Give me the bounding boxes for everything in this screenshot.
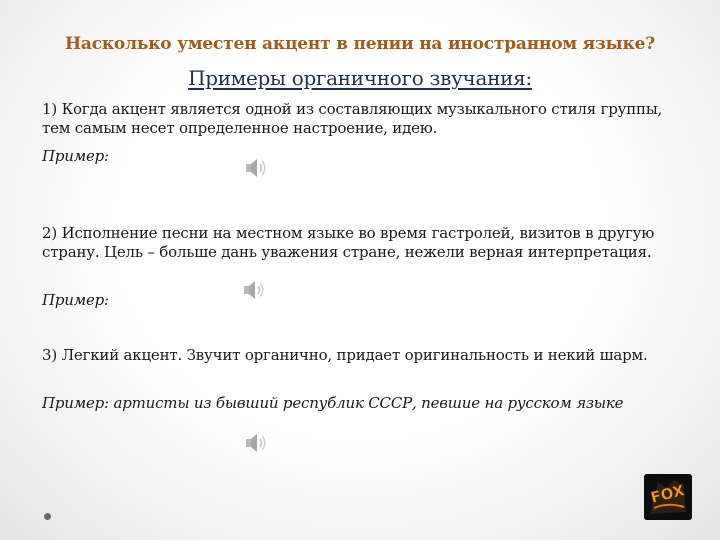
item-2-text: 2) Исполнение песни на местном языке во время гастролей, визитов в другую страну. Цель – больше дань уважения стране, нежели верная интерпретация.	[42, 224, 655, 261]
item-2-example: Пример:	[42, 291, 109, 309]
speaker-icon[interactable]	[243, 431, 269, 455]
speaker-icon-graphic	[243, 431, 269, 455]
slide-subtitle: Примеры органичного звучания:	[188, 66, 532, 90]
bullet-dot	[44, 513, 51, 520]
speaker-icon[interactable]	[243, 156, 269, 180]
item-3-text: 3) Легкий акцент. Звучит органично, придает оригинальность и некий шарм.	[42, 346, 648, 364]
item-1-text: 1) Когда акцент является одной из составляющих музыкального стиля группы, тем самым несет определенное настроение, идею.	[42, 100, 663, 137]
slide-title: Насколько уместен акцент в пении на иностранном языке?	[65, 34, 655, 54]
speaker-icon[interactable]	[241, 278, 267, 302]
fox-logo-graphic	[644, 474, 692, 520]
item-3-example: Пример: артисты из бывший республик СССР, певшие на русском языке	[42, 394, 624, 412]
fox-logo[interactable]	[644, 474, 692, 520]
item-1-example: Пример:	[42, 147, 109, 165]
speaker-icon-graphic	[243, 156, 269, 180]
logo-text: FOX	[648, 481, 687, 507]
speaker-icon-graphic	[241, 278, 267, 302]
